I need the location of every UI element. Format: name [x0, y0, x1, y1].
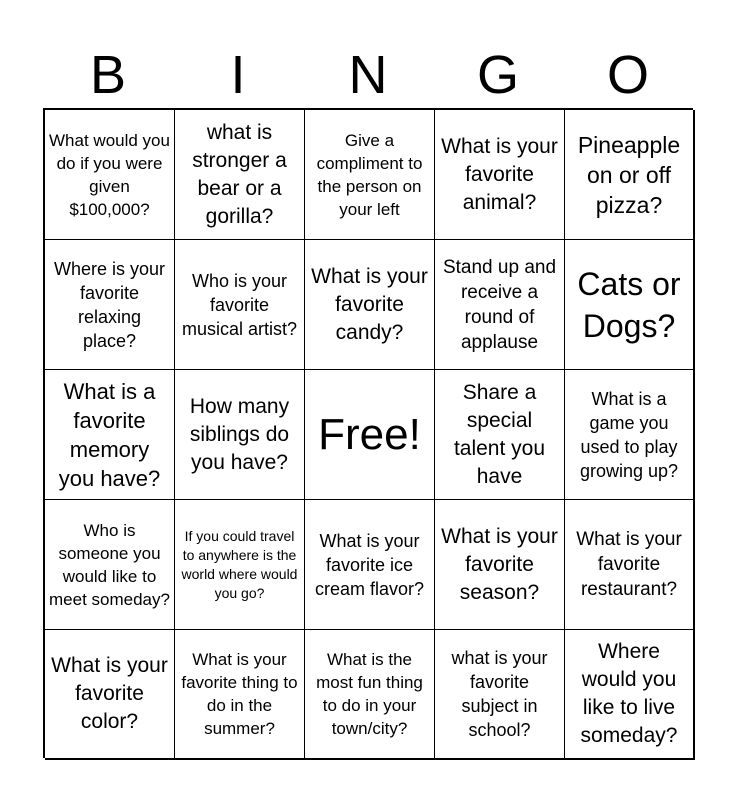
bingo-cell: Who is someone you would like to meet someday?	[45, 500, 175, 630]
bingo-cell: What is your favorite season?	[435, 500, 565, 630]
bingo-cell: Cats or Dogs?	[565, 240, 695, 370]
header-letter-b: B	[89, 45, 127, 105]
bingo-cell: what is your favorite subject in school?	[435, 630, 565, 760]
bingo-cell: What is your favorite color?	[45, 630, 175, 760]
bingo-cell: what is stronger a bear or a gorilla?	[175, 110, 305, 240]
bingo-cell: What is the most fun thing to do in your town/city?	[305, 630, 435, 760]
header-letter-n: N	[348, 45, 388, 105]
bingo-cell: Who is your favorite musical artist?	[175, 240, 305, 370]
bingo-cell: Where is your favorite relaxing place?	[45, 240, 175, 370]
bingo-cell: What would you do if you were given $100,000?	[45, 110, 175, 240]
bingo-cell: What is your favorite thing to do in the summer?	[175, 630, 305, 760]
bingo-cell: What is your favorite restaurant?	[565, 500, 695, 630]
bingo-cell: Where would you like to live someday?	[565, 630, 695, 760]
bingo-grid	[43, 108, 693, 758]
bingo-cell: Give a compliment to the person on your left	[305, 110, 435, 240]
bingo-cell: Pineapple on or off pizza?	[565, 110, 695, 240]
header-letter-g: G	[476, 45, 519, 105]
bingo-cell: Stand up and receive a round of applause	[435, 240, 565, 370]
bingo-cell: What is a game you used to play growing up?	[565, 370, 695, 500]
bingo-cell: What is a favorite memory you have?	[45, 370, 175, 500]
bingo-cell: How many siblings do you have?	[175, 370, 305, 500]
bingo-cell: What is your favorite candy?	[305, 240, 435, 370]
free-space: Free!	[305, 370, 435, 500]
bingo-cell: Share a special talent you have	[435, 370, 565, 500]
bingo-cell: What is your favorite animal?	[435, 110, 565, 240]
bingo-cell: If you could travel to anywhere is the world where would you go?	[175, 500, 305, 630]
bingo-header	[43, 42, 693, 108]
header-letter-o: O	[606, 45, 649, 105]
bingo-cell: What is your favorite ice cream flavor?	[305, 500, 435, 630]
header-letter-i: I	[230, 45, 246, 105]
